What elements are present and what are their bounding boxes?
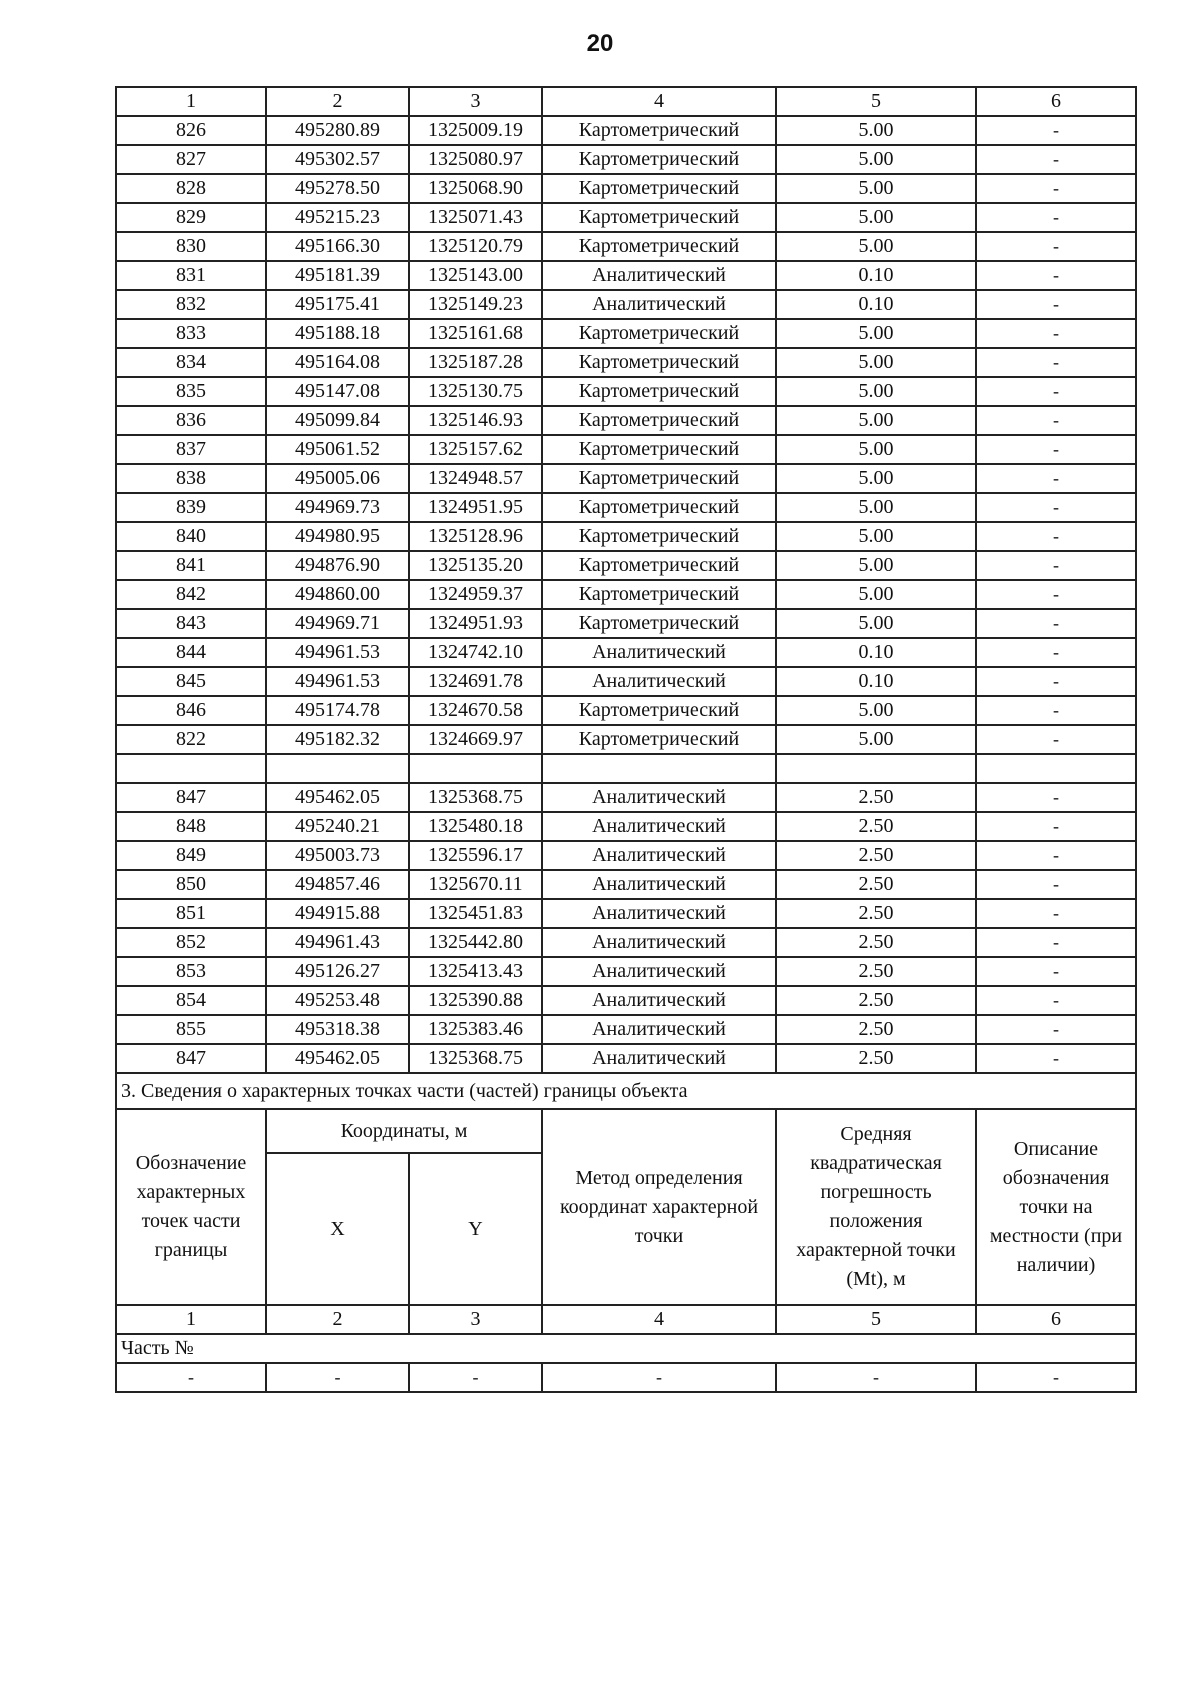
table-cell: 0.10 xyxy=(776,290,976,319)
table-cell: 494860.00 xyxy=(266,580,409,609)
table-cell: 851 xyxy=(116,899,266,928)
table-cell: 494969.71 xyxy=(266,609,409,638)
table-cell: - xyxy=(409,1363,542,1392)
table-cell: - xyxy=(976,435,1136,464)
page-number: 20 xyxy=(586,30,614,57)
table-cell: 1324742.10 xyxy=(409,638,542,667)
table-row xyxy=(116,232,1136,261)
table-cell: 495147.08 xyxy=(266,377,409,406)
table-cell: 822 xyxy=(116,725,266,754)
table-cell: 1325451.83 xyxy=(409,899,542,928)
table-cell: 5.00 xyxy=(776,116,976,145)
table-body xyxy=(116,87,1136,1392)
table-cell: 841 xyxy=(116,551,266,580)
table-cell: Картометрический xyxy=(542,580,776,609)
table-cell: 2.50 xyxy=(776,812,976,841)
table-cell: - xyxy=(976,116,1136,145)
column-number: 4 xyxy=(542,1305,776,1334)
table-cell: 1325480.18 xyxy=(409,812,542,841)
table-cell: - xyxy=(976,145,1136,174)
table-cell: Аналитический xyxy=(542,812,776,841)
table-cell: 495099.84 xyxy=(266,406,409,435)
column-number: 3 xyxy=(409,87,542,116)
table-cell: 5.00 xyxy=(776,464,976,493)
table-cell: 847 xyxy=(116,783,266,812)
table-cell: - xyxy=(976,986,1136,1015)
empty-cell xyxy=(116,754,266,783)
table-row xyxy=(116,551,1136,580)
table-cell: 852 xyxy=(116,928,266,957)
table-cell: 5.00 xyxy=(776,696,976,725)
table-cell: 849 xyxy=(116,841,266,870)
table-cell: 494961.43 xyxy=(266,928,409,957)
table-cell: Картометрический xyxy=(542,406,776,435)
table-cell: 846 xyxy=(116,696,266,725)
table-cell: - xyxy=(976,551,1136,580)
table-cell: 494857.46 xyxy=(266,870,409,899)
table-row xyxy=(116,406,1136,435)
table-cell: 495003.73 xyxy=(266,841,409,870)
table-cell: 5.00 xyxy=(776,406,976,435)
table-cell: 830 xyxy=(116,232,266,261)
empty-cell xyxy=(266,754,409,783)
table-cell: 5.00 xyxy=(776,145,976,174)
table-cell: - xyxy=(976,290,1136,319)
table-cell: Картометрический xyxy=(542,348,776,377)
table-cell: 495302.57 xyxy=(266,145,409,174)
table-cell: 1324951.95 xyxy=(409,493,542,522)
header-mean-error: Средняя квадратическая погрешность положения характерной точки (Mt), м xyxy=(776,1109,976,1305)
table-row xyxy=(116,1044,1136,1073)
table-row xyxy=(116,841,1136,870)
table-cell: 843 xyxy=(116,609,266,638)
table-cell: 5.00 xyxy=(776,435,976,464)
table-cell: Аналитический xyxy=(542,1015,776,1044)
table-cell: 835 xyxy=(116,377,266,406)
table-cell: 1325390.88 xyxy=(409,986,542,1015)
table-cell: - xyxy=(976,667,1136,696)
table-cell: - xyxy=(266,1363,409,1392)
table-cell: 1325009.19 xyxy=(409,116,542,145)
part-label-row xyxy=(116,1334,1136,1363)
table-cell: 826 xyxy=(116,116,266,145)
table-cell: 5.00 xyxy=(776,493,976,522)
table-cell: - xyxy=(976,464,1136,493)
table-cell: 5.00 xyxy=(776,522,976,551)
table-cell: 840 xyxy=(116,522,266,551)
table-row xyxy=(116,464,1136,493)
table-cell: 845 xyxy=(116,667,266,696)
table-cell: 850 xyxy=(116,870,266,899)
table-cell: 1325071.43 xyxy=(409,203,542,232)
table-cell: 844 xyxy=(116,638,266,667)
table-cell: Аналитический xyxy=(542,870,776,899)
table-cell: - xyxy=(976,928,1136,957)
table-row xyxy=(116,812,1136,841)
table-cell: 832 xyxy=(116,290,266,319)
section-header-row xyxy=(116,1109,1136,1153)
empty-cell xyxy=(409,754,542,783)
table-cell: Картометрический xyxy=(542,232,776,261)
table-cell: Аналитический xyxy=(542,899,776,928)
table-cell: 5.00 xyxy=(776,319,976,348)
table-cell: - xyxy=(976,841,1136,870)
column-number-row xyxy=(116,87,1136,116)
table-cell: 495462.05 xyxy=(266,783,409,812)
table-cell: 495175.41 xyxy=(266,290,409,319)
table-cell: 1325080.97 xyxy=(409,145,542,174)
table-cell: Аналитический xyxy=(542,667,776,696)
table-cell: 495278.50 xyxy=(266,174,409,203)
header-x: X xyxy=(266,1153,409,1305)
table-cell: 1324691.78 xyxy=(409,667,542,696)
table-cell: - xyxy=(976,406,1136,435)
table-cell: - xyxy=(542,1363,776,1392)
table-row xyxy=(116,319,1136,348)
table-cell: - xyxy=(976,319,1136,348)
header-description: Описание обозначения точки на местности (при наличии) xyxy=(976,1109,1136,1305)
empty-cell xyxy=(776,754,976,783)
table-cell: - xyxy=(976,638,1136,667)
table-cell: 494961.53 xyxy=(266,638,409,667)
table-cell: 495061.52 xyxy=(266,435,409,464)
table-cell: 5.00 xyxy=(776,377,976,406)
table-cell: 1325146.93 xyxy=(409,406,542,435)
table-cell: 1325368.75 xyxy=(409,783,542,812)
table-cell: - xyxy=(976,783,1136,812)
table-row xyxy=(116,116,1136,145)
table-cell: - xyxy=(976,493,1136,522)
table-cell: 1325130.75 xyxy=(409,377,542,406)
table-cell: 494876.90 xyxy=(266,551,409,580)
table-cell: 1324959.37 xyxy=(409,580,542,609)
table-cell: Аналитический xyxy=(542,261,776,290)
table-row xyxy=(116,638,1136,667)
table-row xyxy=(116,1363,1136,1392)
table-cell: - xyxy=(976,725,1136,754)
column-number: 1 xyxy=(116,87,266,116)
table-cell: 494980.95 xyxy=(266,522,409,551)
table-cell: 1324948.57 xyxy=(409,464,542,493)
table-row xyxy=(116,290,1136,319)
table-cell: 1325157.62 xyxy=(409,435,542,464)
table-row xyxy=(116,435,1136,464)
table-cell: 2.50 xyxy=(776,783,976,812)
table-cell: 831 xyxy=(116,261,266,290)
table-cell: 495164.08 xyxy=(266,348,409,377)
table-cell: Картометрический xyxy=(542,377,776,406)
table-cell: - xyxy=(976,870,1136,899)
table-row xyxy=(116,1015,1136,1044)
table-cell: 1325143.00 xyxy=(409,261,542,290)
table-cell: 1325068.90 xyxy=(409,174,542,203)
table-cell: Картометрический xyxy=(542,464,776,493)
table-cell: 827 xyxy=(116,145,266,174)
table-cell: - xyxy=(976,609,1136,638)
table-cell: 2.50 xyxy=(776,986,976,1015)
table-cell: 495188.18 xyxy=(266,319,409,348)
table-cell: 833 xyxy=(116,319,266,348)
table-cell: Аналитический xyxy=(542,783,776,812)
column-number: 2 xyxy=(266,1305,409,1334)
empty-separator-row xyxy=(116,754,1136,783)
table-cell: 848 xyxy=(116,812,266,841)
table-cell: - xyxy=(976,348,1136,377)
table-cell: - xyxy=(976,580,1136,609)
table-cell: - xyxy=(776,1363,976,1392)
table-cell: 2.50 xyxy=(776,928,976,957)
table-cell: 2.50 xyxy=(776,841,976,870)
table-cell: 5.00 xyxy=(776,609,976,638)
table-cell: 5.00 xyxy=(776,203,976,232)
table-cell: 495126.27 xyxy=(266,957,409,986)
table-cell: - xyxy=(976,696,1136,725)
table-row xyxy=(116,870,1136,899)
table-cell: Картометрический xyxy=(542,696,776,725)
column-number: 3 xyxy=(409,1305,542,1334)
table-cell: 494961.53 xyxy=(266,667,409,696)
table-cell: 1324670.58 xyxy=(409,696,542,725)
table-row xyxy=(116,957,1136,986)
table-cell: 5.00 xyxy=(776,232,976,261)
table-cell: 0.10 xyxy=(776,261,976,290)
table-cell: 5.00 xyxy=(776,725,976,754)
table-cell: Картометрический xyxy=(542,116,776,145)
table-cell: Аналитический xyxy=(542,928,776,957)
table-row xyxy=(116,696,1136,725)
table-cell: - xyxy=(976,203,1136,232)
table-cell: 1325149.23 xyxy=(409,290,542,319)
header-y: Y xyxy=(409,1153,542,1305)
column-number-row xyxy=(116,1305,1136,1334)
column-number: 6 xyxy=(976,1305,1136,1334)
table-cell: 1325187.28 xyxy=(409,348,542,377)
table-cell: 842 xyxy=(116,580,266,609)
table-cell: Аналитический xyxy=(542,957,776,986)
table-row xyxy=(116,725,1136,754)
table-cell: 2.50 xyxy=(776,1044,976,1073)
table-row xyxy=(116,377,1136,406)
table-cell: Картометрический xyxy=(542,435,776,464)
section-title-row xyxy=(116,1073,1136,1109)
table-cell: 1325670.11 xyxy=(409,870,542,899)
table-cell: 1325442.80 xyxy=(409,928,542,957)
column-number: 6 xyxy=(976,87,1136,116)
table-cell: - xyxy=(116,1363,266,1392)
table-cell: - xyxy=(976,174,1136,203)
table-cell: 839 xyxy=(116,493,266,522)
table-cell: - xyxy=(976,1015,1136,1044)
table-cell: 847 xyxy=(116,1044,266,1073)
table-cell: 494915.88 xyxy=(266,899,409,928)
table-cell: 1325161.68 xyxy=(409,319,542,348)
table-cell: Картометрический xyxy=(542,551,776,580)
table-cell: 0.10 xyxy=(776,638,976,667)
table-cell: 494969.73 xyxy=(266,493,409,522)
table-cell: - xyxy=(976,812,1136,841)
table-cell: 5.00 xyxy=(776,551,976,580)
empty-cell xyxy=(976,754,1136,783)
table-cell: - xyxy=(976,232,1136,261)
table-cell: 5.00 xyxy=(776,348,976,377)
table-cell: Картометрический xyxy=(542,319,776,348)
table-cell: Картометрический xyxy=(542,725,776,754)
table-cell: 836 xyxy=(116,406,266,435)
table-row xyxy=(116,783,1136,812)
table-cell: 495174.78 xyxy=(266,696,409,725)
table-cell: - xyxy=(976,377,1136,406)
table-cell: Аналитический xyxy=(542,290,776,319)
table-cell: 829 xyxy=(116,203,266,232)
table-cell: 834 xyxy=(116,348,266,377)
header-method: Метод определения координат характерной точки xyxy=(542,1109,776,1305)
table-row xyxy=(116,203,1136,232)
table-cell: 495215.23 xyxy=(266,203,409,232)
table-cell: 495240.21 xyxy=(266,812,409,841)
table-cell: - xyxy=(976,261,1136,290)
table-cell: 1325596.17 xyxy=(409,841,542,870)
table-row xyxy=(116,609,1136,638)
table-cell: Аналитический xyxy=(542,986,776,1015)
table-cell: 1325120.79 xyxy=(409,232,542,261)
table-cell: Аналитический xyxy=(542,1044,776,1073)
table-cell: Картометрический xyxy=(542,609,776,638)
table-row xyxy=(116,261,1136,290)
table-row xyxy=(116,145,1136,174)
table-cell: 495166.30 xyxy=(266,232,409,261)
table-cell: 2.50 xyxy=(776,1015,976,1044)
table-cell: - xyxy=(976,899,1136,928)
table-cell: - xyxy=(976,1363,1136,1392)
table-cell: 854 xyxy=(116,986,266,1015)
table-cell: Аналитический xyxy=(542,841,776,870)
table-cell: 495182.32 xyxy=(266,725,409,754)
table-cell: 1325368.75 xyxy=(409,1044,542,1073)
table-cell: 1325128.96 xyxy=(409,522,542,551)
table-cell: 828 xyxy=(116,174,266,203)
table-cell: Картометрический xyxy=(542,145,776,174)
table-cell: 1324669.97 xyxy=(409,725,542,754)
table-cell: 495318.38 xyxy=(266,1015,409,1044)
table-cell: 495253.48 xyxy=(266,986,409,1015)
table-row xyxy=(116,580,1136,609)
table-cell: Картометрический xyxy=(542,203,776,232)
table-row xyxy=(116,493,1136,522)
table-cell: 837 xyxy=(116,435,266,464)
table-cell: Картометрический xyxy=(542,493,776,522)
table-cell: 5.00 xyxy=(776,580,976,609)
table-cell: - xyxy=(976,957,1136,986)
table-cell: 495280.89 xyxy=(266,116,409,145)
table-cell: 495181.39 xyxy=(266,261,409,290)
table-row xyxy=(116,174,1136,203)
section-title: 3. Сведения о характерных точках части (частей) границы объекта xyxy=(116,1073,1136,1109)
table-cell: 838 xyxy=(116,464,266,493)
table-cell: 495005.06 xyxy=(266,464,409,493)
column-number: 4 xyxy=(542,87,776,116)
table-cell: 2.50 xyxy=(776,870,976,899)
header-coordinates: Координаты, м xyxy=(266,1109,542,1153)
table-row xyxy=(116,667,1136,696)
table-cell: Картометрический xyxy=(542,174,776,203)
column-number: 5 xyxy=(776,87,976,116)
table-cell: 0.10 xyxy=(776,667,976,696)
table-row xyxy=(116,928,1136,957)
part-label: Часть № xyxy=(116,1334,1136,1363)
table-cell: 1325413.43 xyxy=(409,957,542,986)
table-cell: 1325135.20 xyxy=(409,551,542,580)
table-cell: Аналитический xyxy=(542,638,776,667)
table-row xyxy=(116,522,1136,551)
table-cell: - xyxy=(976,1044,1136,1073)
table-cell: Картометрический xyxy=(542,522,776,551)
table-cell: 2.50 xyxy=(776,957,976,986)
table-cell: 853 xyxy=(116,957,266,986)
table-cell: 5.00 xyxy=(776,174,976,203)
empty-cell xyxy=(542,754,776,783)
table-cell: 855 xyxy=(116,1015,266,1044)
table-cell: 495462.05 xyxy=(266,1044,409,1073)
column-number: 1 xyxy=(116,1305,266,1334)
table-cell: 1325383.46 xyxy=(409,1015,542,1044)
column-number: 5 xyxy=(776,1305,976,1334)
header-point-designation: Обозначение характерных точек части границы xyxy=(116,1109,266,1305)
table-cell: 1324951.93 xyxy=(409,609,542,638)
table-cell: - xyxy=(976,522,1136,551)
table-row xyxy=(116,986,1136,1015)
table-row xyxy=(116,899,1136,928)
coordinates-table xyxy=(115,86,1137,1393)
column-number: 2 xyxy=(266,87,409,116)
table-cell: 2.50 xyxy=(776,899,976,928)
table-row xyxy=(116,348,1136,377)
